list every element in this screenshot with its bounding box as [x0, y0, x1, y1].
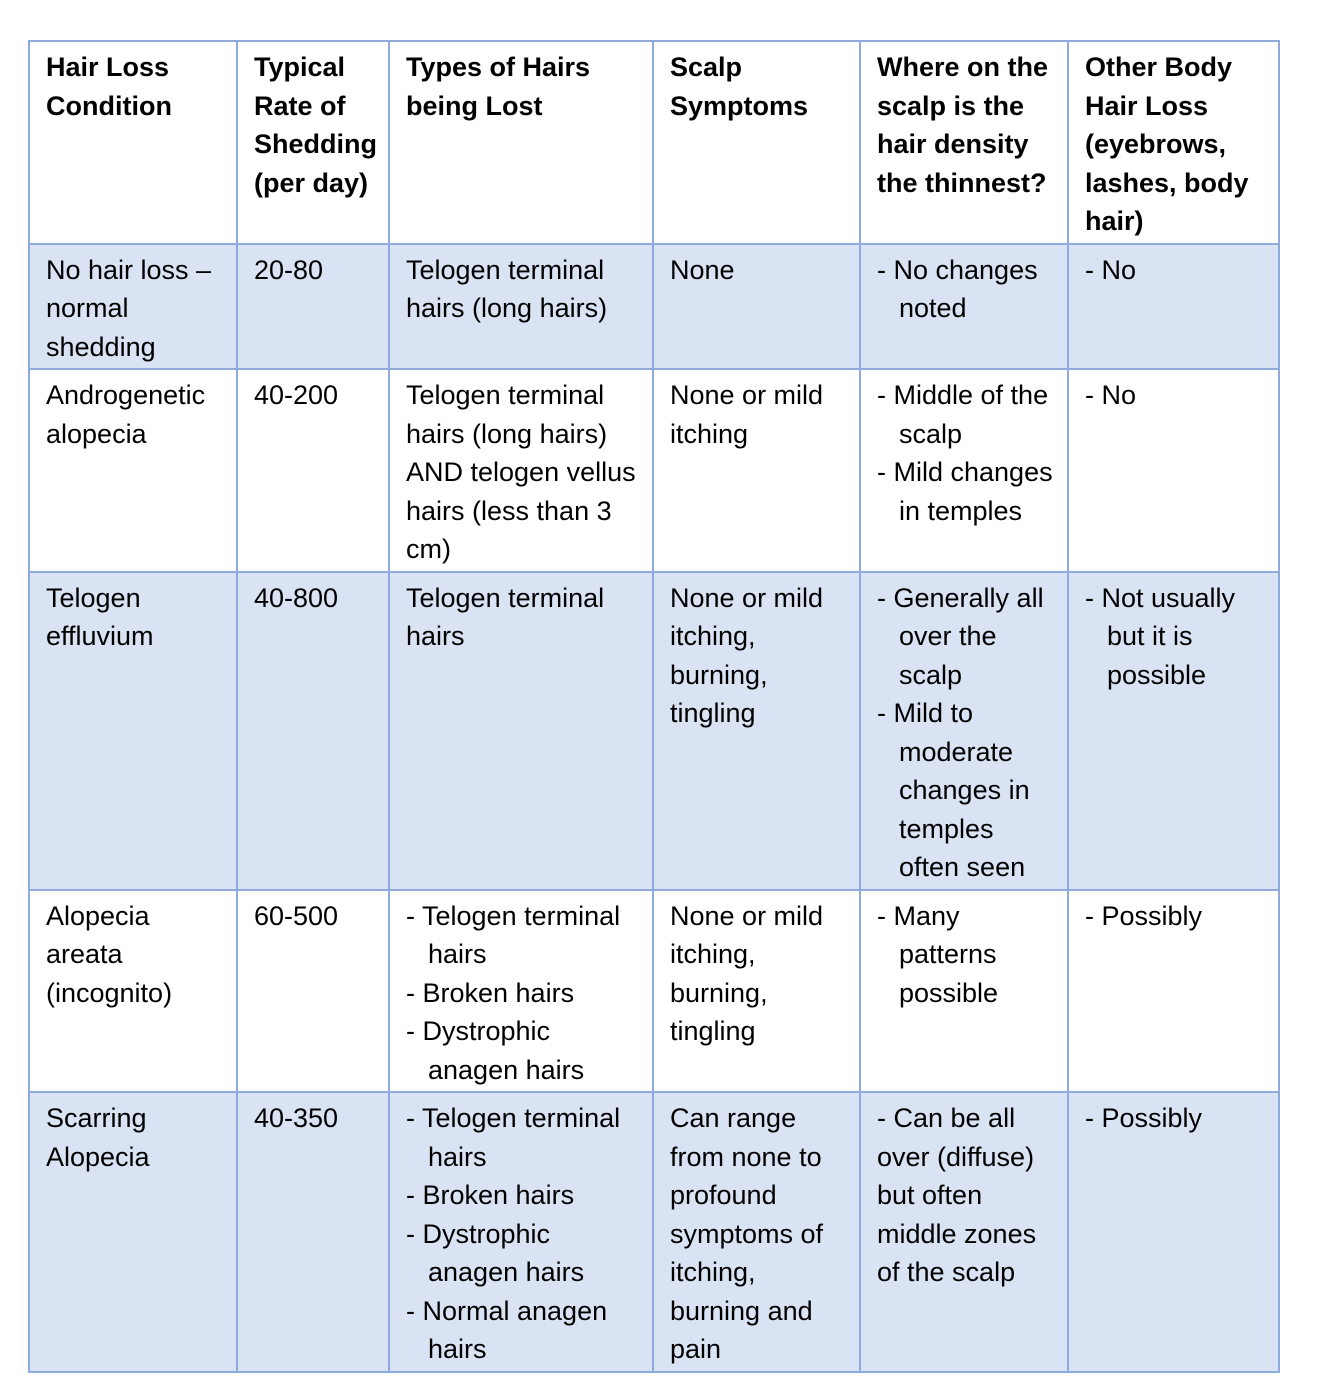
thinnest-area-item: - Generally all over the scalp	[877, 582, 1044, 690]
header-condition: Hair Loss Condition	[29, 41, 237, 244]
thinnest-area-cell	[860, 1092, 1068, 1372]
rate-cell: 40-200	[237, 369, 389, 572]
scalp-symptoms-cell: Can range from none to profound symptoms of itching, burning and pain	[653, 1092, 860, 1372]
thinnest-area-cell	[860, 369, 1068, 572]
hair-type-item: Telogen terminal hairs (long hairs)	[406, 254, 608, 323]
scalp-symptoms-cell: None	[653, 244, 860, 370]
rate-cell: 40-350	[237, 1092, 389, 1372]
scalp-symptoms-cell: None or mild itching, burning, tingling	[653, 572, 860, 890]
hair-loss-table	[28, 40, 1280, 1373]
scalp-symptoms-cell: None or mild itching	[653, 369, 860, 572]
body-hair-loss-cell	[1068, 572, 1279, 890]
hair-types-cell	[389, 572, 653, 890]
header-thinnest-area: Where on the scalp is the hair density the thinnest?	[860, 41, 1068, 244]
header-rate: Typical Rate of Shedding (per day)	[237, 41, 389, 244]
thinnest-area-cell	[860, 244, 1068, 370]
thinnest-area-item: - Many patterns possible	[877, 900, 999, 1008]
hair-types-cell	[389, 1092, 653, 1372]
condition-cell: Alopecia areata (incognito)	[29, 890, 237, 1093]
thinnest-area-item: - Can be all over (diffuse) but often middle zones of the scalp	[877, 1103, 1037, 1287]
header-scalp-symptoms: Scalp Symptoms	[653, 41, 860, 244]
rate-cell: 20-80	[237, 244, 389, 370]
hair-type-item: - Dystrophic anagen hairs	[406, 1218, 585, 1287]
hair-type-item: Telogen terminal hairs (long hairs) AND telogen vellus hairs (less than 3 cm)	[406, 380, 636, 564]
hair-type-item: - Telogen terminal hairs	[406, 1103, 621, 1172]
body-hair-loss-cell: - Possibly	[1068, 1092, 1279, 1372]
table-row	[29, 1092, 1279, 1372]
thinnest-area-item: - No changes noted	[877, 254, 1038, 323]
rate-cell: 60-500	[237, 890, 389, 1093]
body-hair-loss-item: - Not usually but it is possible	[1085, 582, 1236, 690]
hair-type-item: - Broken hairs	[406, 977, 575, 1008]
condition-cell: Androgenetic alopecia	[29, 369, 237, 572]
hair-types-cell	[389, 244, 653, 370]
body-hair-loss-cell: - No	[1068, 369, 1279, 572]
body-hair-loss-cell: - Possibly	[1068, 890, 1279, 1093]
hair-type-item: - Telogen terminal hairs	[406, 900, 621, 969]
table-row	[29, 244, 1279, 370]
scalp-symptoms-cell: None or mild itching, burning, tingling	[653, 890, 860, 1093]
hair-type-item: - Normal anagen hairs	[406, 1295, 608, 1364]
thinnest-area-item: - Mild to moderate changes in temples often seen	[877, 698, 1030, 882]
header-hair-types: Types of Hairs being Lost	[389, 41, 653, 244]
condition-cell: Telogen effluvium	[29, 572, 237, 890]
table-row	[29, 572, 1279, 890]
hair-types-cell	[389, 369, 653, 572]
hair-type-item: - Dystrophic anagen hairs	[406, 1016, 585, 1085]
hair-type-item: - Broken hairs	[406, 1180, 575, 1210]
condition-cell: No hair loss – normal shedding	[29, 244, 237, 370]
table-row	[29, 369, 1279, 572]
thinnest-area-cell	[860, 890, 1068, 1093]
body-hair-loss-cell: - No	[1068, 244, 1279, 370]
header-row	[29, 41, 1279, 244]
hair-types-cell	[389, 890, 653, 1093]
table-row	[29, 890, 1279, 1093]
rate-cell: 40-800	[237, 572, 389, 890]
hair-type-item: Telogen terminal hairs	[406, 582, 605, 651]
header-body-hair-loss: Other Body Hair Loss (eyebrows, lashes, body hair)	[1068, 41, 1279, 244]
condition-cell: Scarring Alopecia	[29, 1092, 237, 1372]
thinnest-area-item: - Middle of the scalp	[877, 380, 1049, 449]
thinnest-area-cell	[860, 572, 1068, 890]
thinnest-area-item: - Mild changes in temples	[877, 457, 1053, 526]
